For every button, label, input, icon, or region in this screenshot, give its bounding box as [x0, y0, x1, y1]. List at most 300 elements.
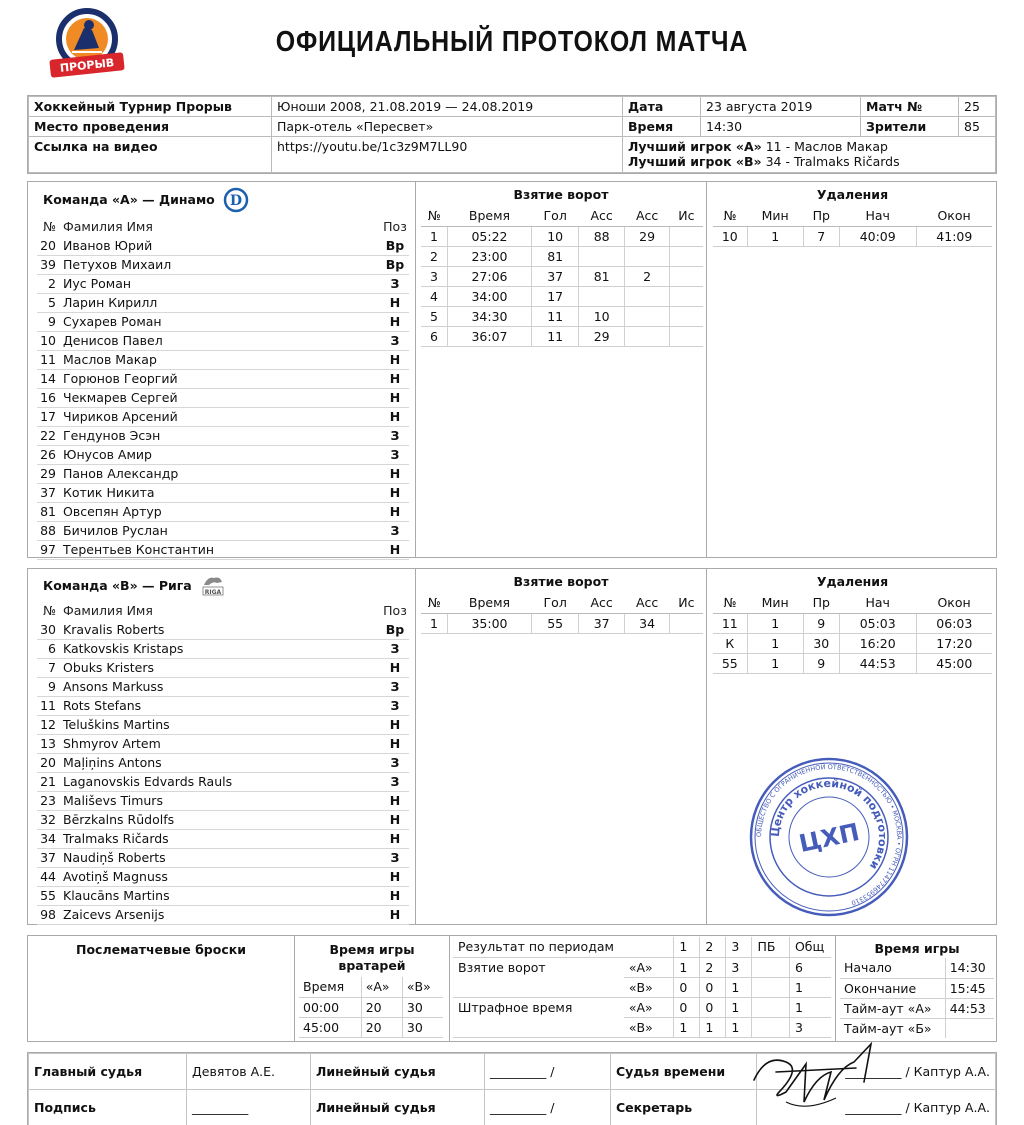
penalty-cell: К — [713, 633, 747, 653]
player-position: Н — [381, 502, 409, 521]
goalie-header-b: «В» — [402, 977, 443, 997]
results-header-so: ПБ — [752, 937, 790, 957]
video-label: Ссылка на видео — [29, 137, 272, 173]
player-number: 21 — [37, 772, 61, 791]
penalty-cell: 40:09 — [839, 226, 916, 246]
results-cell: 0 — [700, 997, 726, 1017]
results-cell: 0 — [700, 977, 726, 997]
roster-header-pos: Поз — [383, 603, 407, 618]
player-number: 34 — [37, 829, 61, 848]
penalty-cell: 1 — [747, 653, 803, 673]
goal-cell — [670, 613, 703, 633]
player-number: 9 — [37, 312, 61, 331]
results-header-p3: 3 — [726, 937, 752, 957]
shootouts-title: Послематчевые броски — [28, 936, 295, 1041]
goal-cell — [579, 246, 624, 266]
results-team-b-tag: «В» — [624, 977, 674, 997]
game-time-value: 15:45 — [945, 978, 994, 998]
player-number: 97 — [37, 540, 61, 559]
goals-header: Гол — [531, 593, 578, 613]
best-player-a-value: 11 - Маслов Макар — [765, 139, 888, 154]
game-time-label: Начало — [840, 958, 945, 978]
goals-header: Ис — [670, 593, 703, 613]
player-name: Гендунов Эсэн — [61, 426, 381, 445]
roster-row — [37, 236, 409, 255]
player-name: Бичилов Руслан — [61, 521, 381, 540]
goals-header: Ис — [670, 206, 703, 226]
match-info — [27, 95, 997, 174]
player-position: З — [381, 753, 409, 772]
player-name: Терентьев Константин — [61, 540, 381, 559]
results-cell: 0 — [674, 997, 700, 1017]
player-position: З — [381, 677, 409, 696]
roster-row — [37, 521, 409, 540]
results-team-b-tag: «В» — [624, 1017, 674, 1037]
results-cell: 1 — [674, 957, 700, 977]
best-player-b-value: 34 - Tralmaks Ričards — [765, 154, 900, 169]
linesman1-value: _________ / — [485, 1054, 611, 1090]
player-position: З — [381, 445, 409, 464]
roster-row — [37, 772, 409, 791]
logo-banner-text: ПРОРЫВ — [59, 56, 115, 75]
penalty-cell: 7 — [803, 226, 839, 246]
player-number: 2 — [37, 274, 61, 293]
goal-cell — [579, 286, 624, 306]
penalty-row — [713, 653, 992, 673]
roster-header-pos: Поз — [383, 219, 407, 234]
player-number: 98 — [37, 905, 61, 924]
results-goals-label: Взятие ворот — [458, 959, 546, 975]
roster-row — [37, 677, 409, 696]
player-name: Маслов Макар — [61, 350, 381, 369]
signature-value: _________ — [187, 1090, 311, 1125]
goal-cell: 29 — [624, 226, 669, 246]
penalty-cell: 41:09 — [916, 226, 992, 246]
match-number-value: 25 — [959, 97, 996, 117]
goal-cell: 81 — [579, 266, 624, 286]
player-name: Ansons Markuss — [61, 677, 381, 696]
goals-header: Время — [448, 206, 532, 226]
penalty-header: Мин — [747, 593, 803, 613]
penalty-header: Нач — [839, 593, 916, 613]
results-cell: 1 — [789, 977, 831, 997]
roster-row — [37, 848, 409, 867]
roster-row — [37, 483, 409, 502]
penalty-row — [713, 633, 992, 653]
riga-logo-icon — [200, 573, 226, 597]
player-position: З — [381, 848, 409, 867]
player-position: Н — [381, 293, 409, 312]
goal-cell: 10 — [579, 306, 624, 326]
player-number: 55 — [37, 886, 61, 905]
goal-row — [421, 226, 703, 246]
roster-row — [37, 369, 409, 388]
signature-label: Подпись — [29, 1090, 187, 1125]
roster-row — [37, 753, 409, 772]
player-number: 11 — [37, 696, 61, 715]
player-number: 10 — [37, 331, 61, 350]
roster-header-num: № — [42, 219, 56, 234]
roster-row — [37, 293, 409, 312]
team-b-roster — [37, 601, 409, 925]
penalty-header: Окон — [916, 206, 992, 226]
results-cell — [752, 1017, 790, 1037]
best-player-b-label: Лучший игрок «В» — [628, 154, 762, 169]
goal-cell: 17 — [531, 286, 578, 306]
goalie-cell: 20 — [361, 997, 402, 1017]
team-a-penalties-title: Удаления — [816, 187, 889, 202]
penalty-header: № — [713, 593, 747, 613]
game-time-value: 44:53 — [945, 998, 994, 1018]
player-name: Shmyrov Artem — [61, 734, 381, 753]
penalty-header: Пр — [803, 206, 839, 226]
penalty-cell: 30 — [803, 633, 839, 653]
penalty-header: Мин — [747, 206, 803, 226]
goalie-header-a: «А» — [361, 977, 402, 997]
penalty-row — [713, 226, 992, 246]
player-name: Klaucāns Martins — [61, 886, 381, 905]
roster-row — [37, 829, 409, 848]
player-number: 23 — [37, 791, 61, 810]
player-position: З — [381, 331, 409, 350]
player-number: 20 — [37, 753, 61, 772]
goal-cell: 1 — [421, 226, 448, 246]
stamp-center-text: ЦХП — [796, 817, 862, 858]
results-cell: 1 — [789, 997, 831, 1017]
goal-cell: 23:00 — [448, 246, 532, 266]
goals-header: № — [421, 206, 448, 226]
player-name: Петухов Михаил — [61, 255, 381, 274]
results-header-p1: 1 — [674, 937, 700, 957]
goal-cell: 1 — [421, 613, 448, 633]
goalie-time-table — [299, 977, 443, 1038]
goal-cell: 11 — [531, 326, 578, 346]
team-b-title: Команда «В» — Рига — [43, 577, 192, 593]
player-position: Н — [381, 350, 409, 369]
timekeeper-value: _________ / Каптур А.А. — [757, 1054, 996, 1090]
player-number: 37 — [37, 483, 61, 502]
game-time-label: Тайм-аут «А» — [840, 998, 945, 1018]
team-b-penalties-title: Удаления — [816, 574, 889, 589]
team-a-penalties-table — [713, 206, 992, 247]
player-number: 29 — [37, 464, 61, 483]
goals-header: Асс — [579, 206, 624, 226]
roster-row — [37, 734, 409, 753]
results-cell — [752, 997, 790, 1017]
goal-row — [421, 613, 703, 633]
head-referee-label: Главный судья — [29, 1054, 187, 1090]
team-b-goals-title: Взятие ворот — [513, 574, 609, 589]
player-name: Иванов Юрий — [61, 236, 381, 255]
game-time-value: 14:30 — [945, 958, 994, 978]
player-number: 7 — [37, 658, 61, 677]
goal-cell: 27:06 — [448, 266, 532, 286]
goal-row — [421, 306, 703, 326]
riga-logo-text: RIGA — [204, 589, 221, 596]
roster-header-num: № — [42, 603, 56, 618]
goalie-cell: 30 — [402, 997, 443, 1017]
goal-cell: 6 — [421, 326, 448, 346]
player-number: 26 — [37, 445, 61, 464]
stamp-outer-text: ОБЩЕСТВО С ОГРАНИЧЕННОЙ ОТВЕТСТВЕННОСТЬЮ • МОСКВА • ОГРН 1147746953310 — [754, 762, 904, 908]
goals-header: № — [421, 593, 448, 613]
goalie-cell: 20 — [361, 1017, 402, 1037]
player-number: 5 — [37, 293, 61, 312]
match-summary — [27, 935, 997, 1042]
player-name: Rots Stefans — [61, 696, 381, 715]
player-position: Н — [381, 388, 409, 407]
player-number: 11 — [37, 350, 61, 369]
game-time-value — [945, 1018, 994, 1038]
results-team-a-tag: «А» — [624, 997, 674, 1017]
roster-row — [37, 639, 409, 658]
player-name: Чириков Арсений — [61, 407, 381, 426]
player-number: 22 — [37, 426, 61, 445]
player-name: Панов Александр — [61, 464, 381, 483]
goal-cell: 10 — [531, 226, 578, 246]
penalty-cell: 9 — [803, 653, 839, 673]
results-cell: 3 — [789, 1017, 831, 1037]
penalty-cell: 1 — [747, 613, 803, 633]
penalty-cell: 06:03 — [916, 613, 992, 633]
time-label: Время — [623, 117, 701, 137]
roster-row — [37, 791, 409, 810]
linesman2-label: Линейный судья — [311, 1090, 485, 1125]
goals-header: Время — [448, 593, 532, 613]
player-position: Н — [381, 483, 409, 502]
player-position: Н — [381, 829, 409, 848]
player-name: Teluškins Martins — [61, 715, 381, 734]
player-name: Mališevs Timurs — [61, 791, 381, 810]
goal-row — [421, 326, 703, 346]
roster-row — [37, 274, 409, 293]
goals-header: Асс — [624, 593, 669, 613]
video-link[interactable]: https://youtu.be/1c3z9M7LL90 — [272, 137, 623, 173]
roster-row — [37, 886, 409, 905]
player-number: 32 — [37, 810, 61, 829]
player-position: Н — [381, 407, 409, 426]
results-header-p2: 2 — [700, 937, 726, 957]
match-number-label: Матч № — [861, 97, 959, 117]
roster-row — [37, 502, 409, 521]
player-position: Н — [381, 540, 409, 559]
head-referee-value: Девятов А.Е. — [187, 1054, 311, 1090]
roster-row — [37, 867, 409, 886]
results-cell: 6 — [789, 957, 831, 977]
goal-cell — [670, 326, 703, 346]
player-name: Овсепян Артур — [61, 502, 381, 521]
date-label: Дата — [623, 97, 701, 117]
player-name: Obuks Kristers — [61, 658, 381, 677]
page-title: ОФИЦИАЛЬНЫЙ ПРОТОКОЛ МАТЧА — [275, 26, 749, 58]
player-number: 16 — [37, 388, 61, 407]
roster-row — [37, 696, 409, 715]
dynamo-logo-icon — [223, 186, 249, 214]
goal-cell: 3 — [421, 266, 448, 286]
player-name: Юнусов Амир — [61, 445, 381, 464]
team-a-goals-table — [421, 206, 703, 347]
goal-cell: 37 — [531, 266, 578, 286]
goalie-time-block — [295, 936, 450, 1041]
goalie-cell: 30 — [402, 1017, 443, 1037]
player-number: 6 — [37, 639, 61, 658]
results-cell — [752, 977, 790, 997]
roster-row — [37, 445, 409, 464]
player-position: Н — [381, 886, 409, 905]
roster-row — [37, 407, 409, 426]
goal-cell: 88 — [579, 226, 624, 246]
player-position: Н — [381, 369, 409, 388]
roster-row — [37, 715, 409, 734]
team-b-goals-table — [421, 593, 703, 634]
roster-header-name: Фамилия Имя — [63, 603, 153, 618]
results-cell — [752, 957, 790, 977]
penalty-cell: 44:53 — [839, 653, 916, 673]
goal-cell: 05:22 — [448, 226, 532, 246]
goal-cell — [670, 286, 703, 306]
player-name: Ларин Кирилл — [61, 293, 381, 312]
goal-row — [421, 286, 703, 306]
goals-header: Асс — [579, 593, 624, 613]
results-cell: 1 — [726, 977, 752, 997]
goalie-time-title: Время игры вратарей — [329, 942, 415, 973]
penalty-cell: 45:00 — [916, 653, 992, 673]
roster-row — [37, 464, 409, 483]
linesman1-label: Линейный судья — [311, 1054, 485, 1090]
roster-row — [37, 426, 409, 445]
player-name: Иус Роман — [61, 274, 381, 293]
goalie-header-time: Время — [299, 977, 361, 997]
player-number: 13 — [37, 734, 61, 753]
results-cell: 1 — [726, 997, 752, 1017]
roster-row — [37, 620, 409, 639]
goal-cell — [624, 326, 669, 346]
player-position: Н — [381, 464, 409, 483]
period-results-table — [453, 937, 831, 1038]
results-header-total: Общ — [789, 937, 831, 957]
goal-cell — [670, 226, 703, 246]
player-number: 17 — [37, 407, 61, 426]
goal-cell: 2 — [624, 266, 669, 286]
player-name: Котик Никита — [61, 483, 381, 502]
results-cell: 2 — [700, 957, 726, 977]
team-a-section — [27, 181, 997, 558]
player-position: З — [381, 521, 409, 540]
player-name: Laganovskis Edvards Rauls — [61, 772, 381, 791]
game-time-block — [835, 936, 998, 1041]
official-stamp — [748, 756, 910, 918]
timekeeper-label: Судья времени — [611, 1054, 757, 1090]
player-name: Сухарев Роман — [61, 312, 381, 331]
player-name: Kravalis Roberts — [61, 620, 381, 639]
player-position: Вр — [381, 236, 409, 255]
player-position: З — [381, 639, 409, 658]
player-name: Zaicevs Arsenijs — [61, 905, 381, 924]
player-name: Денисов Павел — [61, 331, 381, 350]
goal-cell: 4 — [421, 286, 448, 306]
player-number: 37 — [37, 848, 61, 867]
tournament-value: Юноши 2008, 21.08.2019 — 24.08.2019 — [272, 97, 623, 117]
player-position: З — [381, 426, 409, 445]
roster-row — [37, 540, 409, 559]
penalty-header: Окон — [916, 593, 992, 613]
player-number: 88 — [37, 521, 61, 540]
penalty-cell: 9 — [803, 613, 839, 633]
spectators-label: Зрители — [861, 117, 959, 137]
goal-cell — [624, 286, 669, 306]
goal-cell: 11 — [531, 306, 578, 326]
goal-cell: 81 — [531, 246, 578, 266]
time-value: 14:30 — [701, 117, 861, 137]
spectators-value: 85 — [959, 117, 996, 137]
venue-value: Парк-отель «Пересвет» — [272, 117, 623, 137]
penalty-cell: 10 — [713, 226, 747, 246]
team-a-roster — [37, 217, 409, 560]
team-b-penalties-table — [713, 593, 992, 674]
player-number: 9 — [37, 677, 61, 696]
results-cell: 3 — [726, 957, 752, 977]
goal-cell: 2 — [421, 246, 448, 266]
roster-row — [37, 905, 409, 924]
goalie-cell: 45:00 — [299, 1017, 361, 1037]
player-number: 81 — [37, 502, 61, 521]
player-position: Н — [381, 867, 409, 886]
goal-cell — [670, 306, 703, 326]
results-cell: 0 — [674, 977, 700, 997]
player-position: З — [381, 274, 409, 293]
penalty-cell: 1 — [747, 633, 803, 653]
player-position: Н — [381, 312, 409, 331]
results-header-label: Результат по периодам — [453, 937, 674, 957]
goal-row — [421, 266, 703, 286]
dynamo-logo-letter: D — [229, 192, 242, 209]
goal-cell: 55 — [531, 613, 578, 633]
penalty-cell: 05:03 — [839, 613, 916, 633]
player-number: 14 — [37, 369, 61, 388]
secretary-label: Секретарь — [611, 1090, 757, 1125]
penalty-header: № — [713, 206, 747, 226]
goal-cell — [670, 266, 703, 286]
team-a-title: Команда «А» — Динамо — [43, 192, 215, 207]
goals-header: Асс — [624, 206, 669, 226]
results-cell: 1 — [726, 1017, 752, 1037]
game-time-label: Тайм-аут «Б» — [844, 1020, 932, 1036]
player-name: Katkovskis Kristaps — [61, 639, 381, 658]
player-name: Naudiņš Roberts — [61, 848, 381, 867]
player-position: Н — [381, 658, 409, 677]
player-position: З — [381, 696, 409, 715]
penalty-header: Нач — [839, 206, 916, 226]
player-number: 12 — [37, 715, 61, 734]
penalty-cell: 55 — [713, 653, 747, 673]
results-cell: 1 — [700, 1017, 726, 1037]
player-number: 30 — [37, 620, 61, 639]
secretary-value: _________ / Каптур А.А. — [757, 1090, 996, 1125]
results-cell: 1 — [674, 1017, 700, 1037]
linesman2-value: _________ / — [485, 1090, 611, 1125]
goal-cell — [624, 246, 669, 266]
player-position: Н — [381, 715, 409, 734]
goals-header: Гол — [531, 206, 578, 226]
results-team-a-tag: «А» — [624, 957, 674, 977]
penalty-cell: 16:20 — [839, 633, 916, 653]
roster-row — [37, 312, 409, 331]
goal-row — [421, 246, 703, 266]
player-position: Н — [381, 791, 409, 810]
tournament-label: Хоккейный Турнир Прорыв — [29, 97, 272, 117]
goalie-cell: 00:00 — [299, 997, 361, 1017]
game-time-title: Время игры — [874, 941, 960, 956]
